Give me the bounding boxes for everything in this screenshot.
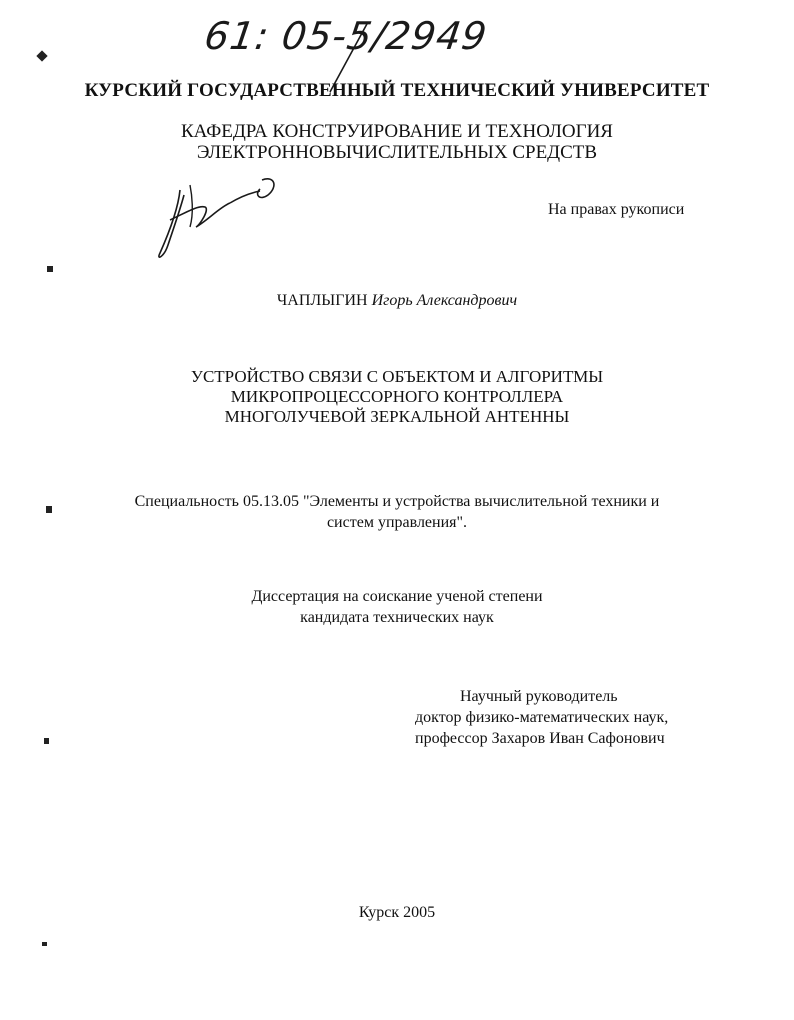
manuscript-rights-note: На правах рукописи bbox=[548, 201, 685, 218]
supervisor-label: Научный руководитель bbox=[460, 688, 618, 705]
degree-line-2: кандидата технических наук bbox=[300, 609, 494, 626]
scan-mark bbox=[47, 266, 53, 272]
specialty-line-2: систем управления". bbox=[326, 514, 468, 531]
handwritten-archive-number: 61: 05-5/2949 bbox=[201, 14, 491, 58]
department-line-2: ЭЛЕКТРОННОВЫЧИСЛИТЕЛЬНЫХ СРЕДСТВ bbox=[196, 142, 598, 163]
degree-line-1: Диссертация на соискание ученой степени bbox=[251, 588, 543, 605]
author-given-name: Игорь Александрович bbox=[371, 292, 518, 309]
department-name bbox=[0, 121, 794, 163]
author bbox=[0, 292, 794, 310]
specialty bbox=[0, 491, 794, 533]
scan-mark bbox=[44, 738, 49, 744]
specialty-line-1: Специальность 05.13.05 "Элементы и устройства вычислительной техники и bbox=[134, 493, 660, 510]
supervisor-block bbox=[415, 686, 715, 749]
title-line-2: МИКРОПРОЦЕССОРНОГО КОНТРОЛЛЕРА bbox=[230, 387, 564, 406]
supervisor-degree: доктор физико-математических наук, bbox=[415, 709, 669, 726]
handwritten-signature bbox=[150, 165, 290, 265]
title-line-1: УСТРОЙСТВО СВЯЗИ С ОБЪЕКТОМ И АЛГОРИТМЫ bbox=[190, 367, 604, 386]
scan-mark bbox=[42, 942, 47, 946]
university-name: КУРСКИЙ ГОСУДАРСТВЕННЫЙ ТЕХНИЧЕСКИЙ УНИВЕРСИТЕТ bbox=[84, 80, 710, 101]
scan-mark bbox=[36, 50, 47, 61]
city-and-year: Курск 2005 bbox=[358, 904, 436, 921]
supervisor-name: профессор Захаров Иван Сафонович bbox=[415, 730, 665, 747]
title-line-3: МНОГОЛУЧЕВОЙ ЗЕРКАЛЬНОЙ АНТЕННЫ bbox=[224, 407, 570, 426]
dissertation-title bbox=[0, 367, 794, 427]
author-surname: ЧАПЛЫГИН bbox=[276, 292, 368, 309]
degree-statement bbox=[0, 586, 794, 628]
department-line-1: КАФЕДРА КОНСТРУИРОВАНИЕ И ТЕХНОЛОГИЯ bbox=[181, 121, 613, 142]
